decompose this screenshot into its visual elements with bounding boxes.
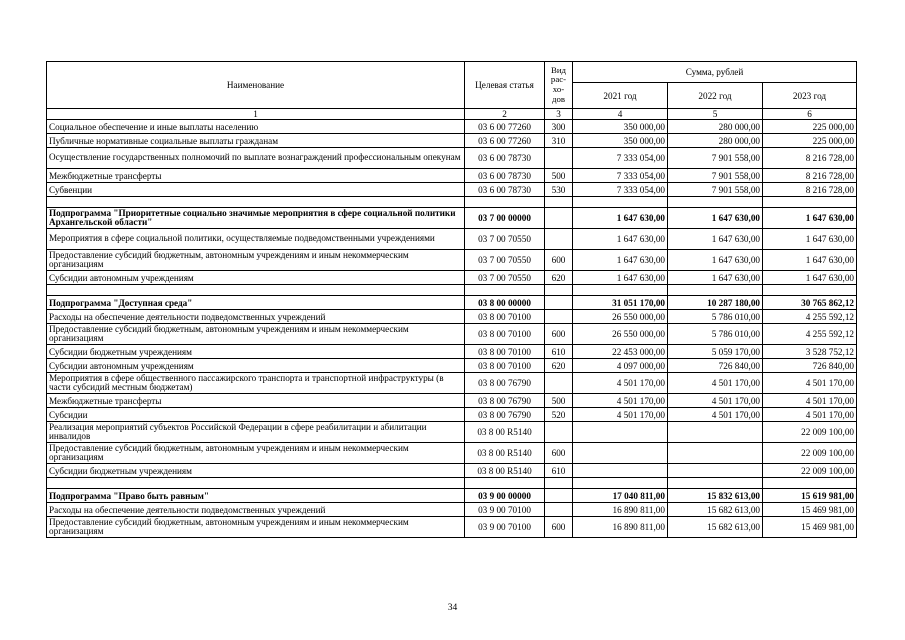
row-name: Осуществление государственных полномочий по выплате вознаграждений профессиональным опекунам (47, 148, 465, 169)
row-sum-2021: 4 501 170,00 (573, 394, 668, 408)
row-name: Субсидии бюджетным учреждениям (47, 464, 465, 478)
row-sum-2021: 1 647 630,00 (573, 250, 668, 271)
row-sum-2023: 4 501 170,00 (763, 373, 857, 394)
row-sum-2021: 4 501 170,00 (573, 408, 668, 422)
row-sum-2021: 4 097 000,00 (573, 359, 668, 373)
row-target-code: 03 8 00 00000 (465, 296, 545, 310)
row-sum-2023: 8 216 728,00 (763, 183, 857, 197)
row-sum-2022: 1 647 630,00 (668, 271, 763, 285)
row-sum-2023: 8 216 728,00 (763, 148, 857, 169)
row-sum-2023: 1 647 630,00 (763, 208, 857, 229)
row-sum-2021: 350 000,00 (573, 120, 668, 134)
empty-cell (668, 285, 763, 296)
row-expense-type: 610 (545, 464, 573, 478)
row-name: Субсидии (47, 408, 465, 422)
row-sum-2022: 15 682 613,00 (668, 517, 763, 538)
row-name: Субвенции (47, 183, 465, 197)
row-sum-2022: 5 786 010,00 (668, 324, 763, 345)
row-target-code: 03 6 00 78730 (465, 169, 545, 183)
row-target-code: 03 6 00 77260 (465, 120, 545, 134)
empty-cell (465, 478, 545, 489)
row-name: Подпрограмма "Право быть равным" (47, 489, 465, 503)
row-sum-2021: 1 647 630,00 (573, 271, 668, 285)
row-expense-type: 310 (545, 134, 573, 148)
row-sum-2022 (668, 443, 763, 464)
table-row (47, 359, 857, 373)
empty-cell (465, 197, 545, 208)
header-2021: 2021 год (573, 83, 668, 109)
row-sum-2022: 726 840,00 (668, 359, 763, 373)
table-row (47, 208, 857, 229)
row-name: Предоставление субсидий бюджетным, автономным учреждениям и иным некоммерческим организациям (47, 443, 465, 464)
table-row (47, 296, 857, 310)
empty-cell (763, 285, 857, 296)
row-sum-2023: 30 765 862,12 (763, 296, 857, 310)
row-sum-2023: 8 216 728,00 (763, 169, 857, 183)
table-row (47, 134, 857, 148)
row-sum-2023: 4 501 170,00 (763, 408, 857, 422)
row-name: Публичные нормативные социальные выплаты гражданам (47, 134, 465, 148)
row-target-code: 03 7 00 00000 (465, 208, 545, 229)
row-target-code: 03 8 00 76790 (465, 394, 545, 408)
row-expense-type (545, 503, 573, 517)
table-row (47, 373, 857, 394)
row-sum-2021: 22 453 000,00 (573, 345, 668, 359)
row-expense-type (545, 296, 573, 310)
row-name: Межбюджетные трансферты (47, 169, 465, 183)
row-sum-2023: 22 009 100,00 (763, 422, 857, 443)
row-sum-2022: 280 000,00 (668, 120, 763, 134)
table-row (47, 517, 857, 538)
table-row (47, 489, 857, 503)
table-row (47, 271, 857, 285)
row-expense-type: 600 (545, 443, 573, 464)
row-sum-2021: 31 051 170,00 (573, 296, 668, 310)
row-name: Мероприятия в сфере общественного пассажирского транспорта и транспортной инфраструктуры (в части субсидий местным бюджетам) (47, 373, 465, 394)
row-name: Подпрограмма "Приоритетные социально значимые мероприятия в сфере социальной политики Архангельской области" (47, 208, 465, 229)
row-expense-type: 610 (545, 345, 573, 359)
row-expense-type: 520 (545, 408, 573, 422)
row-sum-2023: 1 647 630,00 (763, 271, 857, 285)
row-expense-type: 600 (545, 517, 573, 538)
empty-cell (668, 478, 763, 489)
row-target-code: 03 8 00 70100 (465, 345, 545, 359)
row-expense-type (545, 229, 573, 250)
header-name: Наименование (47, 62, 465, 109)
spacer-row (47, 285, 857, 296)
row-sum-2021: 17 040 811,00 (573, 489, 668, 503)
row-expense-type: 620 (545, 359, 573, 373)
row-target-code: 03 7 00 70550 (465, 250, 545, 271)
row-name: Расходы на обеспечение деятельности подведомственных учреждений (47, 503, 465, 517)
row-sum-2023: 15 469 981,00 (763, 503, 857, 517)
row-sum-2022: 280 000,00 (668, 134, 763, 148)
row-target-code: 03 8 00 70100 (465, 324, 545, 345)
row-name: Реализация мероприятий субъектов Российской Федерации в сфере реабилитации и абилитации инвалидов (47, 422, 465, 443)
row-name: Межбюджетные трансферты (47, 394, 465, 408)
empty-cell (47, 197, 465, 208)
row-sum-2023: 1 647 630,00 (763, 229, 857, 250)
empty-cell (47, 285, 465, 296)
row-expense-type: 500 (545, 169, 573, 183)
row-sum-2021: 7 333 054,00 (573, 169, 668, 183)
row-target-code: 03 9 00 70100 (465, 517, 545, 538)
empty-cell (763, 478, 857, 489)
row-sum-2022: 7 901 558,00 (668, 169, 763, 183)
row-expense-type: 530 (545, 183, 573, 197)
row-expense-type (545, 208, 573, 229)
row-sum-2022: 7 901 558,00 (668, 183, 763, 197)
table-row (47, 345, 857, 359)
row-sum-2021: 350 000,00 (573, 134, 668, 148)
row-sum-2022: 4 501 170,00 (668, 408, 763, 422)
row-sum-2023: 4 255 592,12 (763, 324, 857, 345)
row-sum-2022: 1 647 630,00 (668, 229, 763, 250)
row-name: Субсидии автономным учреждениям (47, 271, 465, 285)
empty-cell (668, 197, 763, 208)
row-sum-2023: 3 528 752,12 (763, 345, 857, 359)
table-row (47, 422, 857, 443)
row-sum-2022: 5 786 010,00 (668, 310, 763, 324)
row-target-code: 03 8 00 76790 (465, 373, 545, 394)
row-target-code: 03 7 00 70550 (465, 229, 545, 250)
table-row (47, 408, 857, 422)
column-number: 3 (545, 109, 573, 120)
row-name: Мероприятия в сфере социальной политики, осуществляемые подведомственными учреждениями (47, 229, 465, 250)
table-row (47, 394, 857, 408)
row-target-code: 03 9 00 70100 (465, 503, 545, 517)
row-sum-2021: 26 550 000,00 (573, 324, 668, 345)
table-row (47, 310, 857, 324)
column-number: 4 (573, 109, 668, 120)
row-sum-2021 (573, 464, 668, 478)
row-sum-2022: 5 059 170,00 (668, 345, 763, 359)
row-target-code: 03 8 00 R5140 (465, 422, 545, 443)
row-expense-type: 600 (545, 250, 573, 271)
row-expense-type (545, 148, 573, 169)
row-sum-2023: 726 840,00 (763, 359, 857, 373)
row-sum-2021: 7 333 054,00 (573, 148, 668, 169)
row-sum-2021: 16 890 811,00 (573, 517, 668, 538)
empty-cell (465, 285, 545, 296)
header-sum: Сумма, рублей (573, 62, 857, 83)
table-row (47, 229, 857, 250)
row-sum-2022: 1 647 630,00 (668, 250, 763, 271)
empty-cell (545, 285, 573, 296)
row-expense-type: 300 (545, 120, 573, 134)
empty-cell (573, 285, 668, 296)
row-sum-2022: 4 501 170,00 (668, 373, 763, 394)
row-expense-type (545, 310, 573, 324)
row-sum-2021 (573, 422, 668, 443)
table-row (47, 324, 857, 345)
row-name: Предоставление субсидий бюджетным, автономным учреждениям и иным некоммерческим организациям (47, 250, 465, 271)
table-row (47, 169, 857, 183)
row-target-code: 03 8 00 R5140 (465, 443, 545, 464)
row-sum-2023: 1 647 630,00 (763, 250, 857, 271)
row-sum-2021 (573, 443, 668, 464)
row-name: Субсидии автономным учреждениям (47, 359, 465, 373)
row-sum-2023: 225 000,00 (763, 134, 857, 148)
row-name: Подпрограмма "Доступная среда" (47, 296, 465, 310)
empty-cell (763, 197, 857, 208)
row-sum-2021: 26 550 000,00 (573, 310, 668, 324)
row-expense-type (545, 422, 573, 443)
row-expense-type (545, 373, 573, 394)
row-name: Предоставление субсидий бюджетным, автономным учреждениям и иным некоммерческим организациям (47, 517, 465, 538)
empty-cell (573, 478, 668, 489)
row-expense-type: 620 (545, 271, 573, 285)
table-body (47, 120, 857, 538)
row-sum-2022: 15 682 613,00 (668, 503, 763, 517)
column-number: 6 (763, 109, 857, 120)
row-target-code: 03 9 00 00000 (465, 489, 545, 503)
row-target-code: 03 8 00 70100 (465, 310, 545, 324)
row-target-code: 03 6 00 78730 (465, 148, 545, 169)
row-sum-2023: 22 009 100,00 (763, 443, 857, 464)
page-number: 34 (447, 603, 458, 613)
row-sum-2022 (668, 422, 763, 443)
table-row (47, 443, 857, 464)
table-row (47, 148, 857, 169)
column-number: 5 (668, 109, 763, 120)
row-sum-2022: 10 287 180,00 (668, 296, 763, 310)
table-row (47, 250, 857, 271)
row-sum-2022: 1 647 630,00 (668, 208, 763, 229)
row-sum-2021: 4 501 170,00 (573, 373, 668, 394)
header-vid: Вид рас-хо-дов (545, 62, 573, 109)
empty-cell (47, 478, 465, 489)
row-sum-2023: 4 501 170,00 (763, 394, 857, 408)
row-sum-2023: 15 469 981,00 (763, 517, 857, 538)
header-2023: 2023 год (763, 83, 857, 109)
row-target-code: 03 6 00 78730 (465, 183, 545, 197)
row-sum-2022: 4 501 170,00 (668, 394, 763, 408)
column-number: 2 (465, 109, 545, 120)
row-expense-type (545, 489, 573, 503)
spacer-row (47, 197, 857, 208)
row-target-code: 03 8 00 70100 (465, 359, 545, 373)
row-target-code: 03 6 00 77260 (465, 134, 545, 148)
row-target-code: 03 7 00 70550 (465, 271, 545, 285)
budget-table (46, 61, 857, 538)
table-row (47, 464, 857, 478)
row-sum-2022 (668, 464, 763, 478)
column-number: 1 (47, 109, 465, 120)
row-sum-2021: 16 890 811,00 (573, 503, 668, 517)
table-row (47, 120, 857, 134)
row-name: Расходы на обеспечение деятельности подведомственных учреждений (47, 310, 465, 324)
row-target-code: 03 8 00 R5140 (465, 464, 545, 478)
row-sum-2021: 1 647 630,00 (573, 229, 668, 250)
row-sum-2023: 15 619 981,00 (763, 489, 857, 503)
header-2022: 2022 год (668, 83, 763, 109)
row-name: Предоставление субсидий бюджетным, автономным учреждениям и иным некоммерческим организациям (47, 324, 465, 345)
empty-cell (545, 478, 573, 489)
row-sum-2021: 1 647 630,00 (573, 208, 668, 229)
row-name: Социальное обеспечение и иные выплаты населению (47, 120, 465, 134)
table-row (47, 503, 857, 517)
spacer-row (47, 478, 857, 489)
row-sum-2023: 4 255 592,12 (763, 310, 857, 324)
table-row (47, 183, 857, 197)
row-sum-2022: 15 832 613,00 (668, 489, 763, 503)
header-target: Целевая статья (465, 62, 545, 109)
row-name: Субсидии бюджетным учреждениям (47, 345, 465, 359)
row-expense-type: 500 (545, 394, 573, 408)
row-expense-type: 600 (545, 324, 573, 345)
row-sum-2023: 225 000,00 (763, 120, 857, 134)
empty-cell (573, 197, 668, 208)
row-sum-2023: 22 009 100,00 (763, 464, 857, 478)
row-target-code: 03 8 00 76790 (465, 408, 545, 422)
empty-cell (545, 197, 573, 208)
row-sum-2021: 7 333 054,00 (573, 183, 668, 197)
row-sum-2022: 7 901 558,00 (668, 148, 763, 169)
